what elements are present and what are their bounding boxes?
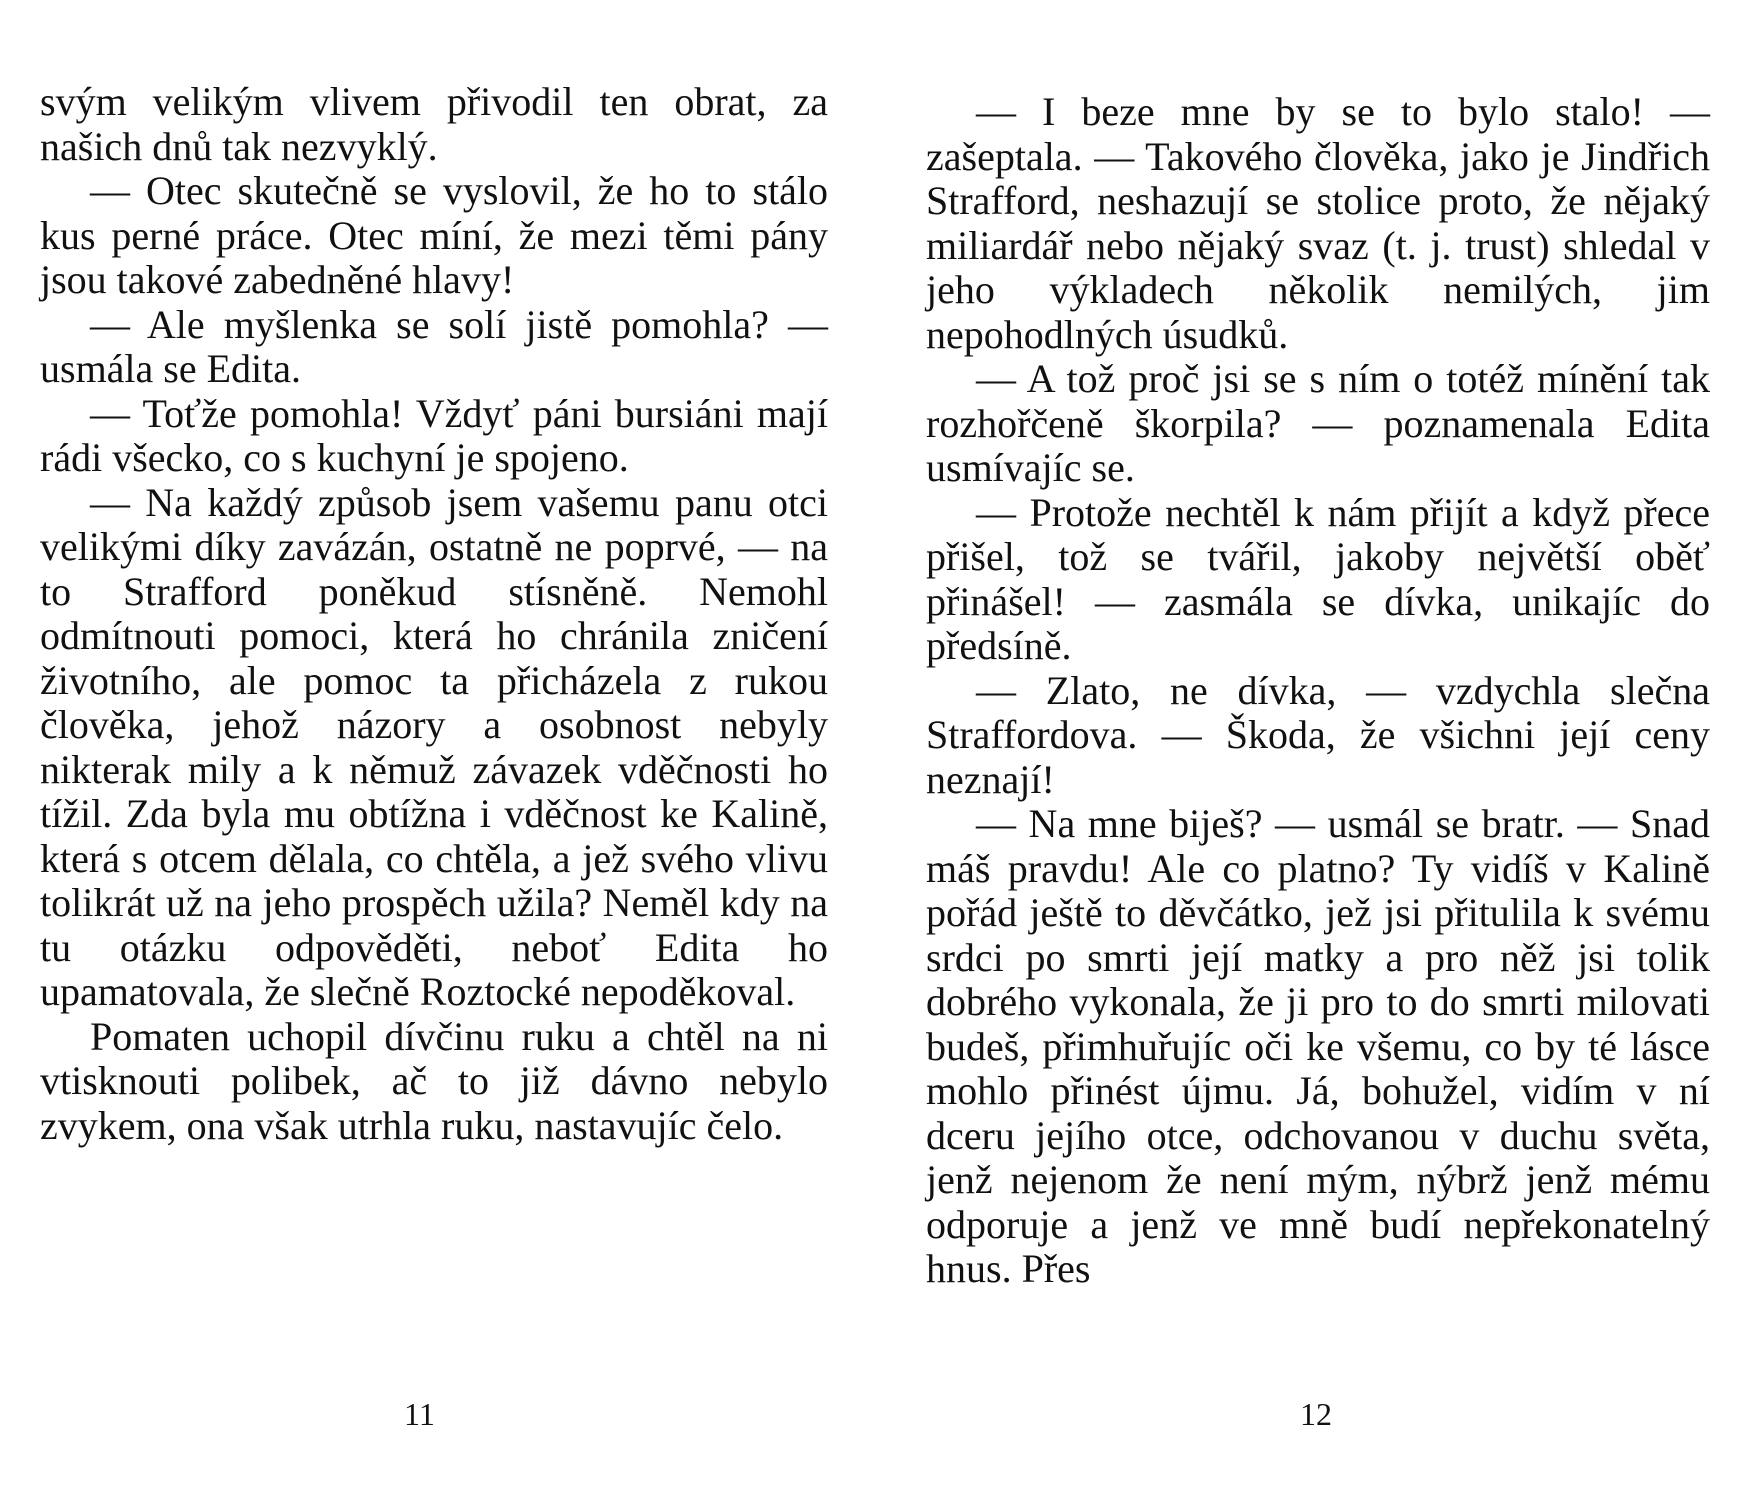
paragraph: — Zlato, ne dívka, — vzdychla slečna Straffordova. — Škoda, že všichni její ceny neznají!	[926, 667, 1710, 802]
paragraph: — Na mne biješ? — usmál se bratr. — Snad máš pravdu! Ale co platno? Ty vidíš v Kalině pořád ještě to děvčátko, jež jsi přitulila k svému srdci po smrti její matky a pro něž jsi tolik dobrého vykonala, že ji pro to do smrti milovati budeš, přimhuřujíc oči ke všemu, co by té lásce mohlo přinést újmu. Já, bohužel, vidím v ní dceru jejího otce, odchovanou v duchu světa, jenž nejenom že není mým, nýbrž jenž mému odporuje a jenž ve mně budí nepřekonatelný hnus. Přes	[926, 801, 1710, 1291]
paragraph: — A tož proč jsi se s ním o totéž mínění tak rozhořčeně škorpila? — poznamenala Edita usmívajíc se.	[926, 356, 1710, 490]
paragraph: Pomaten uchopil dívčinu ruku a chtěl na ni vtisknouti polibek, ač to již dávno nebylo zvykem, ona však utrhla ruku, nastavujíc čelo.	[40, 1013, 828, 1148]
paragraph: — Otec skutečně se vyslovil, že ho to stálo kus perné práce. Otec míní, že mezi těmi pány jsou takové zabedněné hlavy!	[40, 168, 828, 302]
page-number: 12	[1300, 1396, 1332, 1432]
paragraph: — Na každý způsob jsem vašemu panu otci velikými díky zavázán, ostatně ne poprvé, — na to Strafford poněkud stísněně. Nemohl odmítnouti pomoci, která ho chránila zničení životního, ale pomoc ta přicházela z rukou člověka, jehož názory a osobnost nebyly nikterak mily a k němuž závazek vděčnosti ho tížil. Zda byla mu obtížna i vděčnost ke Kalině, která s otcem dělala, co chtěla, a jež svého vlivu tolikrát už na jeho prospěch užila? Neměl kdy na tu otázku odpověděti, neboť Edita ho upamatovala, že slečně Roztocké nepoděkoval.	[40, 479, 828, 1014]
right-page	[874, 0, 1748, 1500]
paragraph: — I beze mne by se to bylo stalo! — zašeptala. — Takového člověka, jako je Jindřich Strafford, neshazují se stolice proto, že nějaký miliardář nebo nějaký svaz (t. j. trust) shledal v jeho výkladech několik nemilých, jim nepohodlných úsudků.	[926, 89, 1710, 357]
paragraph: — Ale myšlenka se solí jistě pomohla? — usmála se Edita.	[40, 301, 828, 391]
left-page-text	[40, 80, 828, 1148]
right-page-text	[926, 90, 1710, 1292]
paragraph: svým velikým vlivem přivodil ten obrat, za našich dnů tak nezvyklý.	[40, 79, 828, 169]
paragraph: — Toťže pomohla! Vždyť páni bursiáni mají rádi všecko, co s kuchyní je spojeno.	[40, 390, 828, 480]
page-number: 11	[404, 1396, 435, 1432]
paragraph: — Protože nechtěl k nám přijít a když přece přišel, tož se tvářil, jakoby největší oběť přinášel! — zasmála se dívka, unikajíc do předsíně.	[926, 489, 1710, 668]
